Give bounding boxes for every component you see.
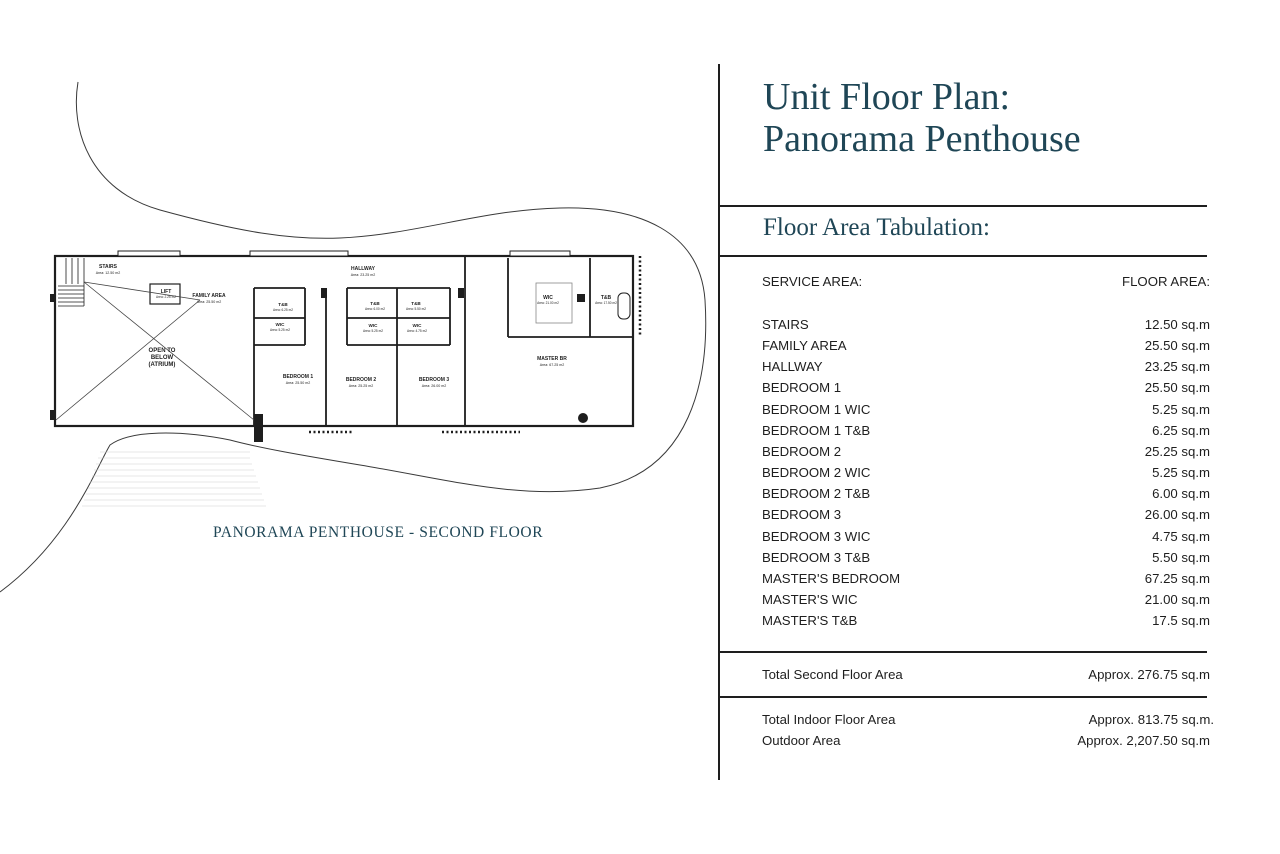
area-value: 6.25 sq.m — [1152, 422, 1210, 438]
terrace-hatch — [82, 452, 266, 506]
area-name: BEDROOM 3 WIC — [762, 528, 871, 544]
header-floor-area: FLOOR AREA: — [1122, 274, 1210, 289]
label-family-area: Area: 25.50 m2 — [196, 300, 222, 304]
area-name: MASTER'S WIC — [762, 591, 858, 607]
total-indoor-label: Total Indoor Floor Area — [762, 712, 896, 727]
section-subtitle: Floor Area Tabulation: — [763, 214, 990, 241]
area-name: BEDROOM 1 — [762, 380, 842, 396]
area-name: STAIRS — [762, 317, 809, 332]
label-tb2-area: Area: 6.00 m2 — [364, 307, 386, 311]
area-value: 23.25 sq.m — [1144, 359, 1210, 375]
label-stairs-area: Area: 12.50 m2 — [95, 271, 121, 275]
label-master-br: MASTER BR — [537, 356, 567, 362]
bathtub-icon — [618, 293, 630, 319]
total-second-label: Total Second Floor Area — [762, 667, 903, 682]
divider-subtitle — [719, 255, 1207, 257]
title-line-1: Unit Floor Plan: — [763, 76, 1011, 118]
label-family: FAMILY AREA — [192, 293, 226, 299]
area-name: BEDROOM 2 WIC — [762, 465, 871, 481]
building-outline — [55, 256, 633, 426]
area-name: BEDROOM 1 T&B — [762, 422, 871, 438]
label-bedroom3-area: Area: 26.00 m2 — [421, 384, 447, 388]
label-bedroom1-area: Area: 25.50 m2 — [285, 381, 311, 385]
area-name: FAMILY AREA — [762, 338, 847, 354]
area-value: 25.50 sq.m — [1144, 338, 1210, 354]
area-value: 25.50 sq.m — [1144, 380, 1210, 396]
outdoor-label: Outdoor Area — [762, 733, 841, 748]
label-bedroom3: BEDROOM 3 — [418, 377, 450, 383]
label-lift-area: Area: 2.25 m2 — [155, 295, 177, 299]
vertical-divider — [718, 64, 720, 780]
label-wic2-area: Area: 5.25 m2 — [362, 329, 384, 333]
label-below: BELOW — [150, 355, 174, 361]
label-tb3-area: Area: 5.50 m2 — [405, 307, 427, 311]
outdoor-value: Approx. 2,207.50 sq.m — [1077, 733, 1210, 748]
label-bedroom1: BEDROOM 1 — [282, 374, 314, 380]
label-tb3: T&B — [411, 301, 421, 306]
label-tb1-area: Area: 6.25 m2 — [272, 308, 294, 312]
header-service-area: SERVICE AREA: — [762, 274, 863, 289]
area-name: BEDROOM 2 — [762, 443, 842, 459]
label-master-wic: WIC — [543, 295, 553, 301]
stairs-steps — [58, 258, 84, 306]
total-second-value: Approx. 276.75 sq.m — [1088, 667, 1210, 682]
label-open-to: OPEN TO — [148, 348, 176, 354]
area-value: 12.50 sq.m — [1144, 317, 1210, 332]
label-atrium: (ATRIUM) — [148, 362, 176, 368]
area-value: 67.25 sq.m — [1144, 570, 1210, 586]
divider-grand — [719, 696, 1207, 698]
area-name: BEDROOM 2 T&B — [762, 486, 871, 502]
label-master-tb: T&B — [600, 295, 612, 301]
label-hallway-area: Area: 23.25 m2 — [350, 273, 376, 277]
area-value: 26.00 sq.m — [1144, 507, 1210, 523]
area-name: HALLWAY — [762, 359, 823, 375]
label-bedroom2: BEDROOM 2 — [345, 377, 377, 383]
label-wic3-area: Area: 4.75 m2 — [406, 329, 428, 333]
area-name: BEDROOM 3 T&B — [762, 549, 871, 565]
area-value: 4.75 sq.m — [1152, 528, 1210, 544]
label-master-br-area: Area: 67.25 m2 — [539, 363, 565, 367]
title-line-2: Panorama Penthouse — [763, 118, 1081, 160]
label-tb1: T&B — [278, 302, 288, 307]
area-value: 5.25 sq.m — [1152, 401, 1210, 417]
page-title — [763, 76, 1081, 160]
area-value: 5.50 sq.m — [1152, 549, 1210, 565]
label-tb2: T&B — [370, 301, 380, 306]
area-name: BEDROOM 3 — [762, 507, 842, 523]
label-wic2: WIC — [368, 323, 378, 328]
area-value: 17.5 sq.m — [1152, 613, 1210, 629]
area-name: BEDROOM 1 WIC — [762, 401, 871, 417]
area-name: MASTER'S T&B — [762, 613, 858, 629]
label-hallway: HALLWAY — [351, 266, 375, 272]
label-lift: LIFT — [160, 289, 172, 295]
area-value: 21.00 sq.m — [1144, 591, 1210, 607]
divider-total — [719, 651, 1207, 653]
divider-top — [719, 205, 1207, 207]
label-wic3: WIC — [412, 323, 422, 328]
label-wic1: WIC — [275, 322, 285, 327]
label-bedroom2-area: Area: 25.25 m2 — [348, 384, 374, 388]
label-master-wic-area: Area: 21.00 m2 — [537, 301, 559, 305]
label-stairs: STAIRS — [99, 264, 117, 270]
area-value: 5.25 sq.m — [1152, 465, 1210, 481]
label-wic1-area: Area: 5.25 m2 — [269, 328, 291, 332]
total-indoor-value: Approx. 813.75 sq.m. — [1088, 712, 1214, 727]
area-value: 6.00 sq.m — [1152, 486, 1210, 502]
area-name: MASTER'S BEDROOM — [762, 570, 901, 586]
plan-caption: PANORAMA PENTHOUSE - SECOND FLOOR — [213, 524, 544, 541]
area-value: 25.25 sq.m — [1144, 443, 1210, 459]
label-master-tb-area: Area: 17.50 m2 — [595, 301, 617, 305]
interior-walls — [254, 256, 633, 426]
